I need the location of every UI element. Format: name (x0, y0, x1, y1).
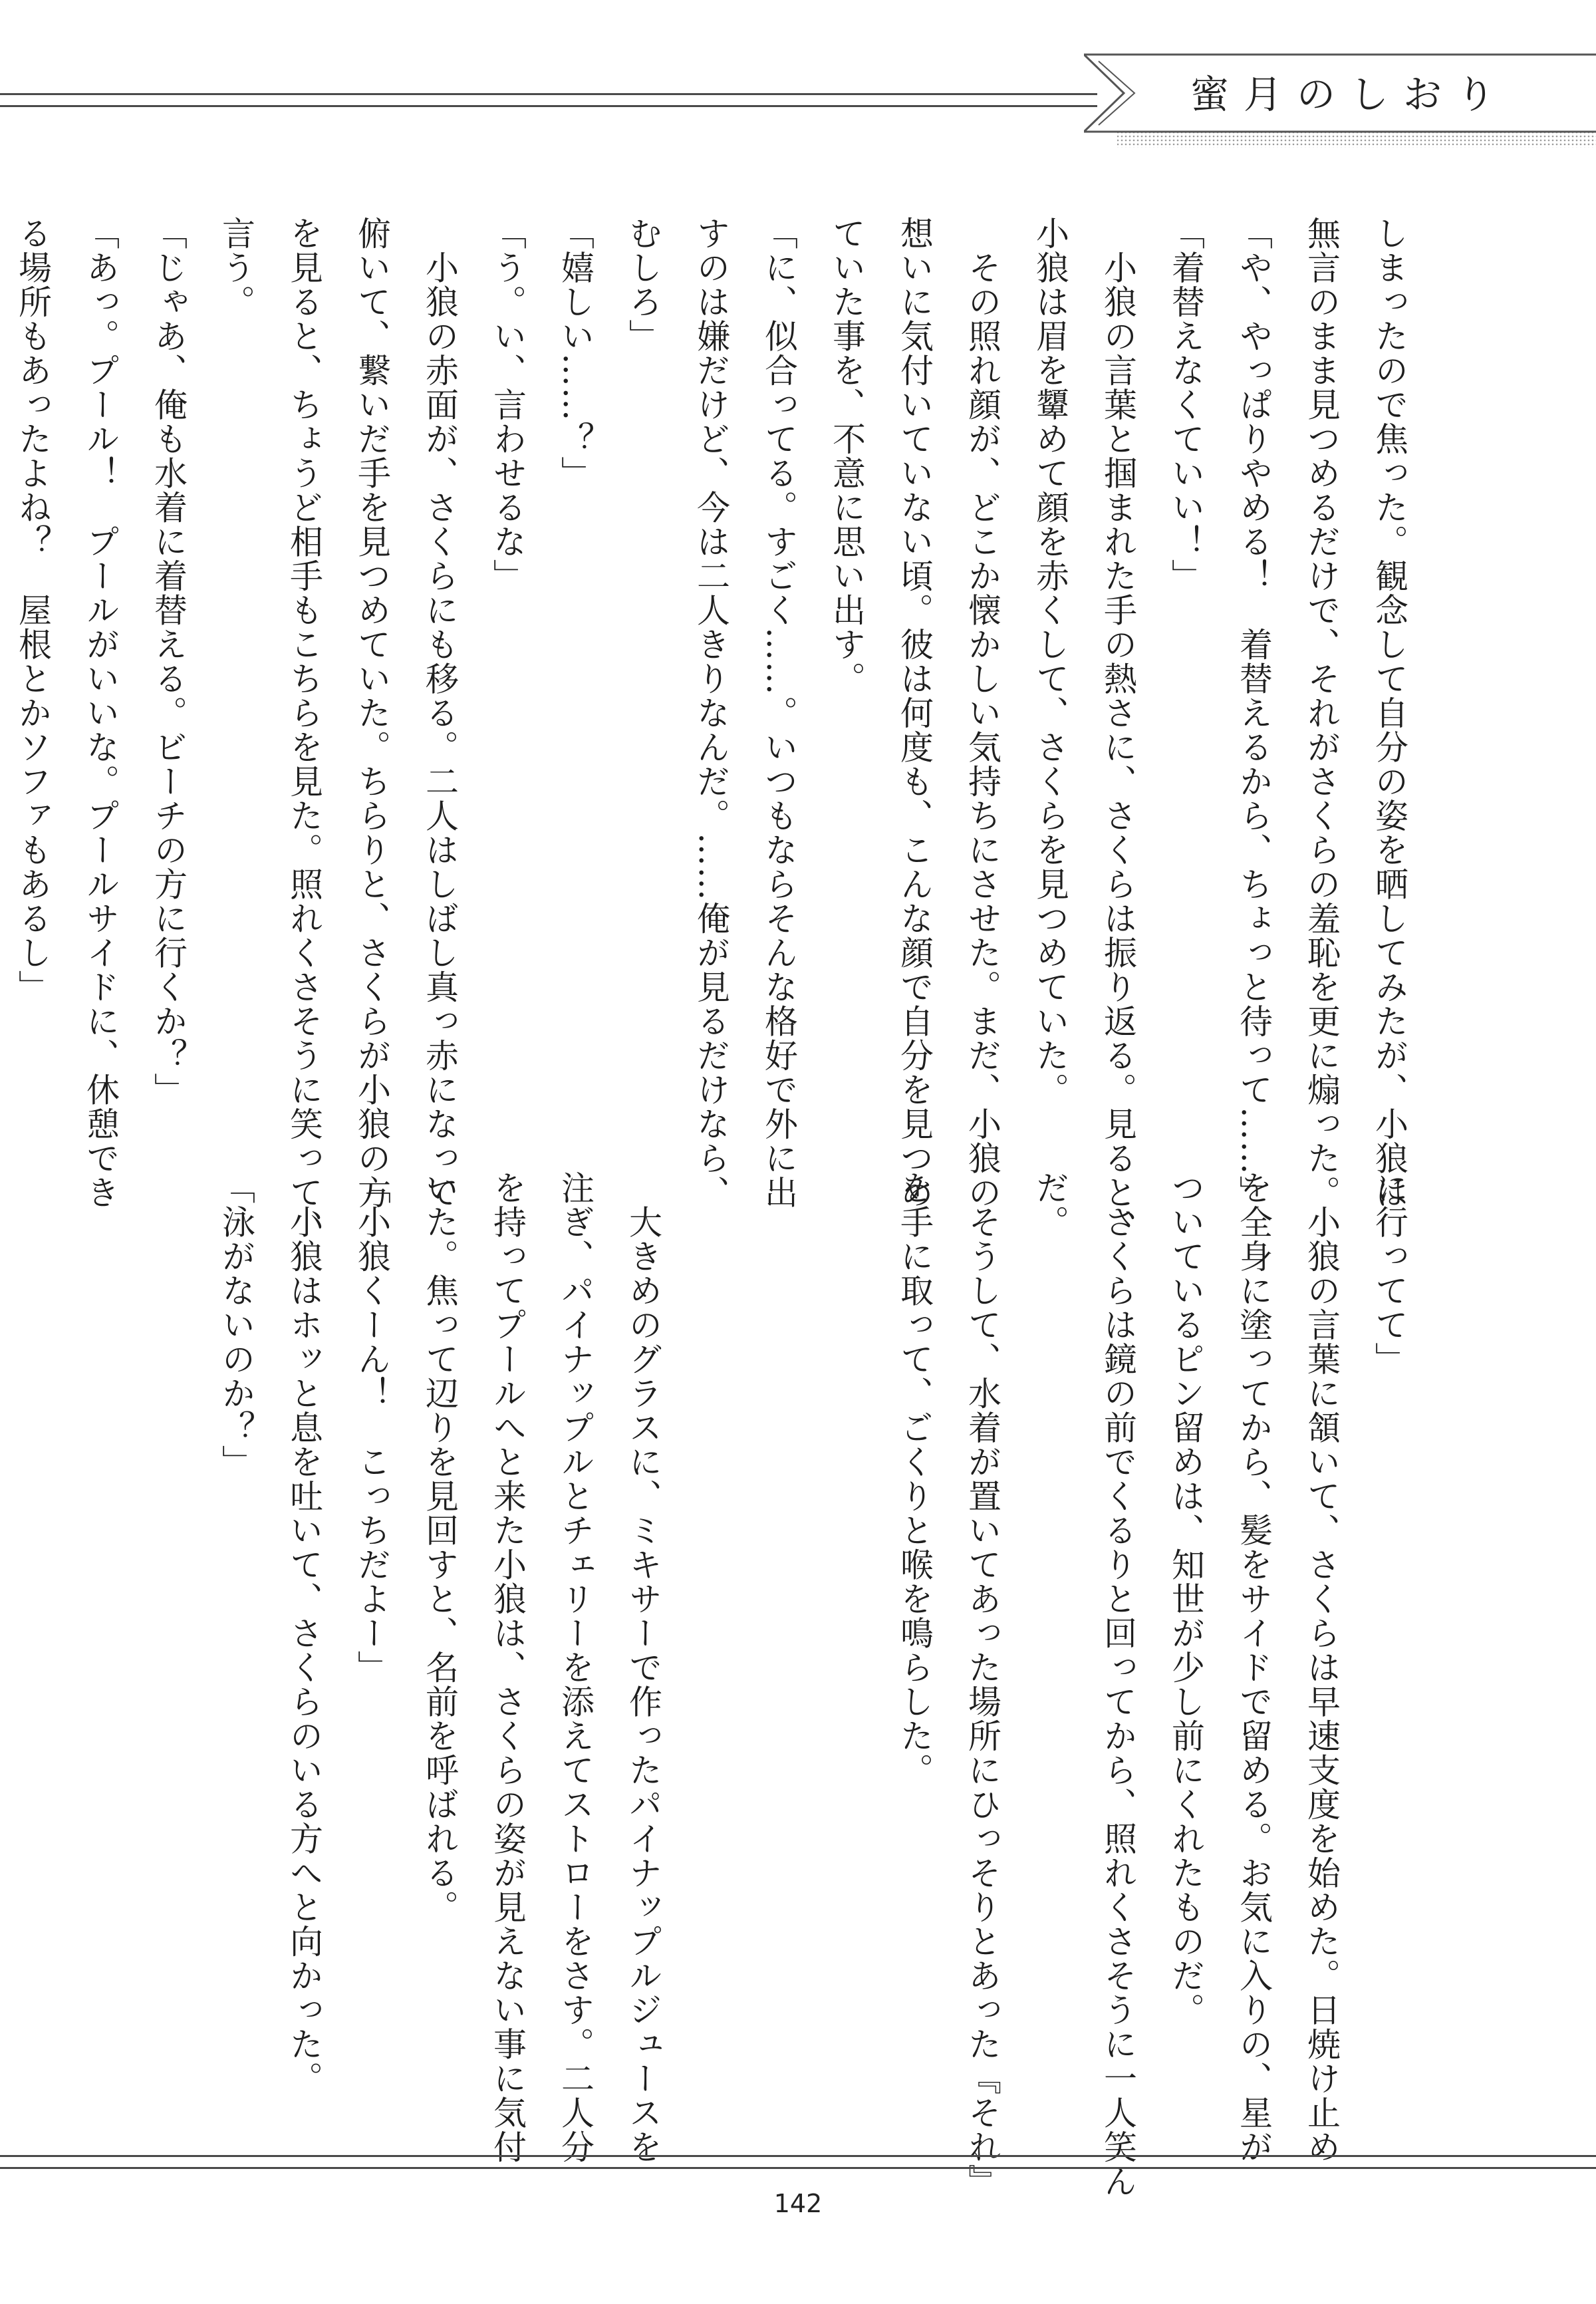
footer-rule (0, 2167, 1596, 2169)
text-block-upper: しまったので焦った。観念して自分の姿を晒してみたが、小狼は 無言のまま見つめるだけで、それがさくらの羞恥を更に煽った。 「や、やっぱりやめる！ 着替えるから、ちょっと待って……」 「着替えなくていい！」 小狼の言葉と掴まれた手の熱さに、さくらは振り返る。見ると、 小狼は眉を顰めて顔を赤くして、さくらを見つめていた。 その照れ顔が、どこか懐かしい気持ちにさせた。まだ、小狼の 想いに気付いていない頃。彼は何度も、こんな顔で自分を見つめ ていた事を、不意に思い出す。 「に、似合ってる。すごく……。いつもならそんな格好で外に出 すのは嫌だけど、今は二人きりなんだ。……俺が見るだけなら、 むしろ」 「嬉しい……？」 「う。い、言わせるな」 小狼の赤面が、さくらにも移る。二人はしばし真っ赤になって 俯いて、繋いだ手を見つめていた。ちらりと、さくらが小狼の方 を見ると、ちょうど相手もこちらを見た。照れくさそうに笑って、 言う。 「じゃあ、俺も水着に着替える。ビーチの方に行くか？」 「あっ。プール！ プールがいいな。プールサイドに、休憩でき る場所もあったよね？ 屋根とかソファもあるし」 (13, 216, 1408, 1244)
footer-rule (0, 2155, 1596, 2157)
text-block-lower: に行ってて」 小狼の言葉に頷いて、さくらは早速支度を始めた。日焼け止め を全身に塗ってから、髪をサイドで留める。お気に入りの、星が ついているピン留めは、知世が少し前にくれたものだ。 さくらは鏡の前でくるりと回ってから、照れくさそうに一人笑ん だ。 そうして、水着が置いてあった場所にひっそりとあった『それ』 を手に取って、ごくりと喉を鳴らした。 大きめのグラスに、ミキサーで作ったパイナップルジュースを 注ぎ、パイナップルとチェリーを添えてストローをさす。二人分 を持ってプールへと来た小狼は、さくらの姿が見えない事に気付 いた。焦って辺りを見回すと、名前を呼ばれる。 「小狼くーん！ こっちだよー」 小狼はホッと息を吐いて、さくらのいる方へと向かった。 「泳がないのか？」 (217, 1171, 1408, 2198)
header-rule (0, 105, 1097, 107)
header-rule (0, 93, 1097, 95)
running-title: 蜜月のしおり (1190, 72, 1510, 117)
page-number: 142 (773, 2189, 823, 2218)
